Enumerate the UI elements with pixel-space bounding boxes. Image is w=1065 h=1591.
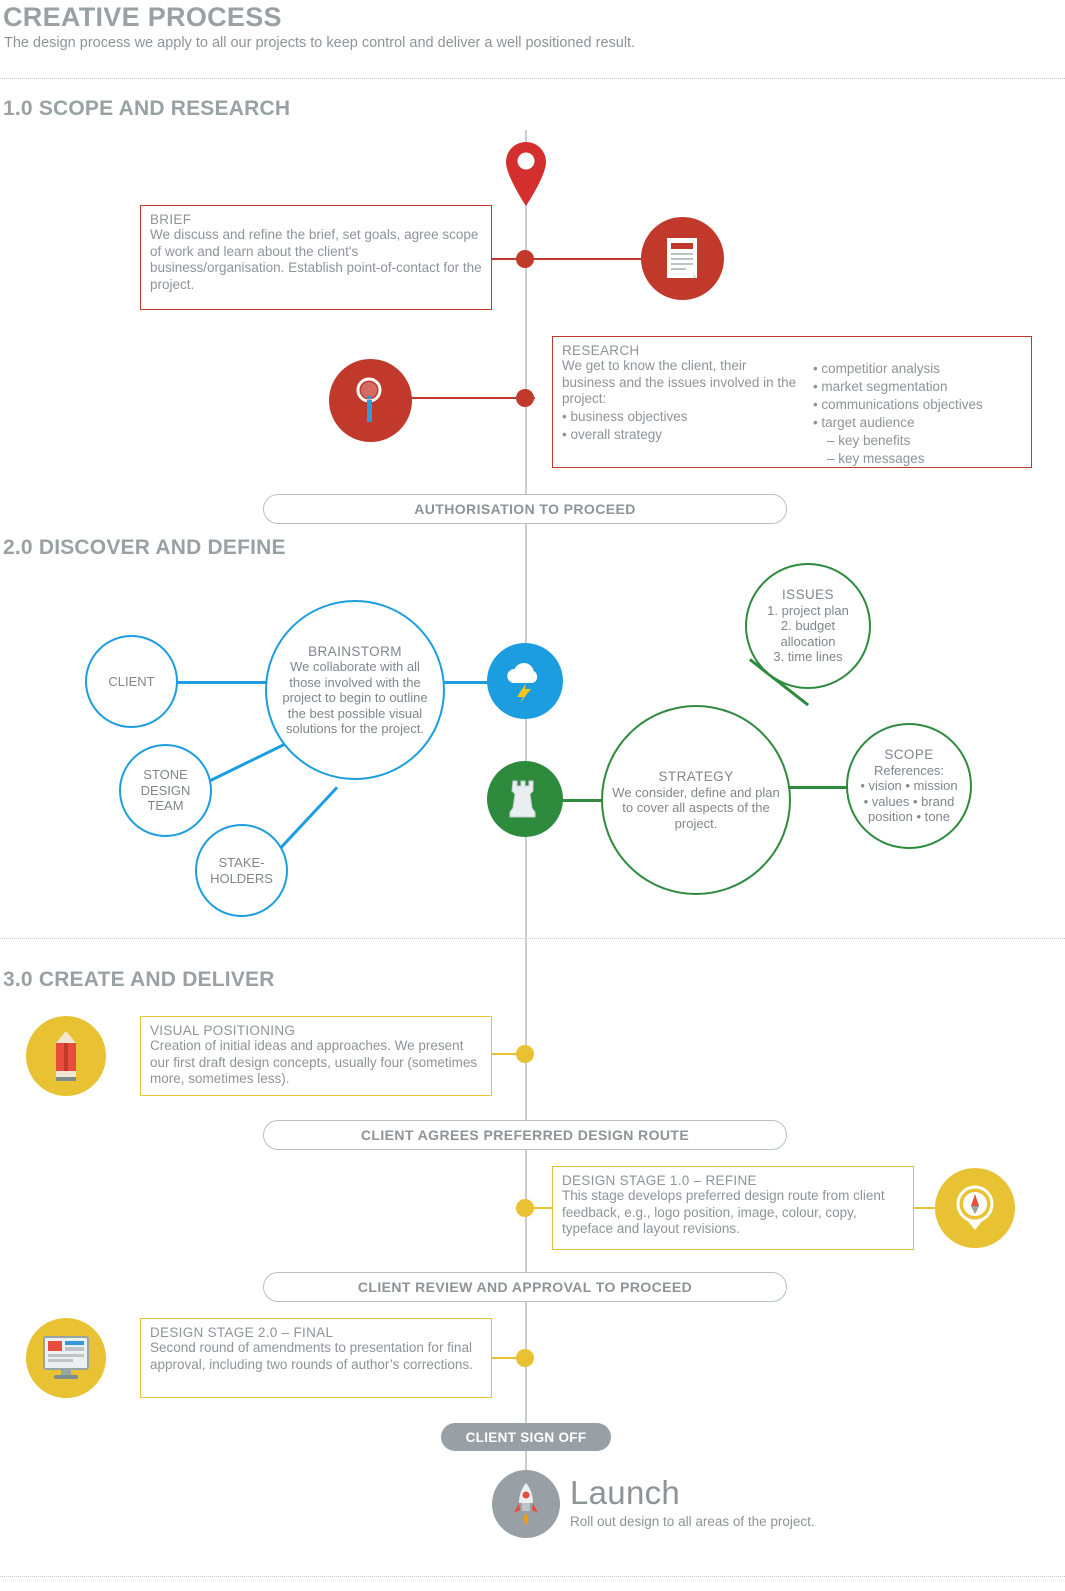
scope-line: • vision • mission [860, 778, 958, 794]
list-item: – key benefits [826, 433, 911, 448]
scope-line: position • tone [868, 809, 950, 825]
gate-client-agrees-design-route[interactable] [263, 1120, 787, 1150]
sign-off-label: CLIENT SIGN OFF [465, 1429, 587, 1445]
design-stage-1-body: This stage develops preferred design route from client feedback, e.g., logo position, image, colour, copy, typeface and layout revisions. [562, 1188, 885, 1236]
participant-stone-design-team [119, 744, 212, 837]
research-node-dot [516, 389, 534, 407]
rocket-icon [492, 1470, 560, 1538]
brief-node-dot [516, 250, 534, 268]
research-left-list [562, 408, 799, 444]
strategy-bubble [601, 705, 791, 895]
scope-line: • values • brand [863, 793, 955, 809]
list-item: • target audience [812, 415, 915, 430]
divider-top [0, 78, 1065, 79]
brief-title: BRIEF [150, 212, 192, 227]
brainstorm-body: We collaborate with all those involved with the project to begin to outline the best possible visual solutions for the project. [282, 659, 428, 736]
participant-stakeholders [195, 824, 288, 917]
magnifier-info-icon [329, 359, 412, 442]
document-icon [641, 217, 724, 300]
issues-title: ISSUES [782, 587, 834, 603]
monitor-layout-icon [26, 1318, 106, 1398]
issues-bubble [745, 563, 871, 689]
launch-subtitle: Roll out design to all areas of the project. [570, 1514, 815, 1529]
link-strategy-scope [784, 786, 854, 789]
list-item: • business objectives [562, 408, 688, 424]
gate-label: CLIENT REVIEW AND APPROVAL TO PROCEED [357, 1279, 693, 1295]
brainstorm-bubble [265, 600, 445, 780]
research-body: We get to know the client, their business and the issues involved in the project: [562, 358, 797, 406]
design-stage-1-title: DESIGN STAGE 1.0 – REFINE [562, 1173, 757, 1188]
design-stage-2-card [140, 1318, 492, 1398]
participant-label: STAKE- HOLDERS [210, 855, 273, 886]
gate-authorisation-to-proceed[interactable] [263, 494, 787, 524]
gate-label: AUTHORISATION TO PROCEED [414, 501, 636, 517]
strategy-title: STRATEGY [658, 769, 734, 784]
brief-body: We discuss and refine the brief, set goals, agree scope of work and learn about the client's business/organisation. Establish point-of-contact for the project. [150, 227, 482, 292]
design-stage-1-card [552, 1166, 914, 1250]
research-card [552, 336, 1032, 468]
strategy-body: We consider, define and plan to cover all aspects of the project. [612, 784, 780, 831]
research-title: RESEARCH [562, 343, 640, 358]
design-stage-2-body: Second round of amendments to presentation for final approval, including two rounds of author’s corrections. [150, 1340, 473, 1372]
section-heading-2: 2.0 DISCOVER AND DEFINE [3, 536, 286, 559]
scope-bubble [846, 723, 972, 849]
visual-positioning-title: VISUAL POSITIONING [150, 1023, 296, 1038]
divider-mid [0, 938, 1065, 939]
gate-client-review-approval[interactable] [263, 1272, 787, 1302]
scope-line: References: [873, 762, 945, 778]
section-heading-3: 3.0 CREATE AND DELIVER [3, 968, 275, 991]
page-title: CREATIVE PROCESS [3, 2, 282, 32]
visual-positioning-card [140, 1016, 492, 1096]
brief-card [140, 205, 492, 310]
list-item: • market segmentation [812, 379, 948, 394]
chess-rook-icon [487, 761, 563, 837]
design-stage-2-title: DESIGN STAGE 2.0 – FINAL [150, 1325, 334, 1340]
map-pin-icon [502, 140, 550, 208]
list-item: • competitior analysis [812, 361, 940, 376]
brief-connector-right [534, 258, 644, 260]
pencil-icon [26, 1016, 106, 1096]
compass-pin-icon [935, 1168, 1015, 1248]
launch-title: Launch [570, 1474, 681, 1511]
page-subtitle: The design process we apply to all our projects to keep control and deliver a well positioned result. [4, 35, 636, 51]
issues-item: 1. project plan [767, 602, 849, 618]
list-item: • overall strategy [562, 426, 663, 442]
section-heading-1: 1.0 SCOPE AND RESEARCH [3, 97, 291, 120]
participant-client [85, 635, 178, 728]
design-stage-2-node-dot [516, 1349, 534, 1367]
design-stage-1-node-dot [516, 1199, 534, 1217]
issues-item: 2. budget allocation [780, 618, 836, 649]
list-item: • communications objectives [812, 397, 983, 412]
research-right-list [813, 360, 1022, 468]
client-sign-off-badge[interactable] [441, 1423, 611, 1451]
gate-label: CLIENT AGREES PREFERRED DESIGN ROUTE [360, 1127, 690, 1143]
visual-positioning-node-dot [516, 1045, 534, 1063]
brainstorm-title: BRAINSTORM [308, 643, 402, 659]
issues-item: 3. time lines [773, 649, 843, 665]
list-item: – key messages [826, 451, 925, 466]
participant-label: CLIENT [108, 673, 155, 689]
cloud-lightning-icon [487, 643, 563, 719]
visual-positioning-body: Creation of initial ideas and approaches. We present our first draft design concepts, usually four (sometimes more, sometimes less). [150, 1038, 478, 1086]
divider-bottom [0, 1576, 1065, 1577]
scope-title: SCOPE [884, 747, 934, 763]
participant-label: STONE DESIGN TEAM [140, 767, 191, 814]
